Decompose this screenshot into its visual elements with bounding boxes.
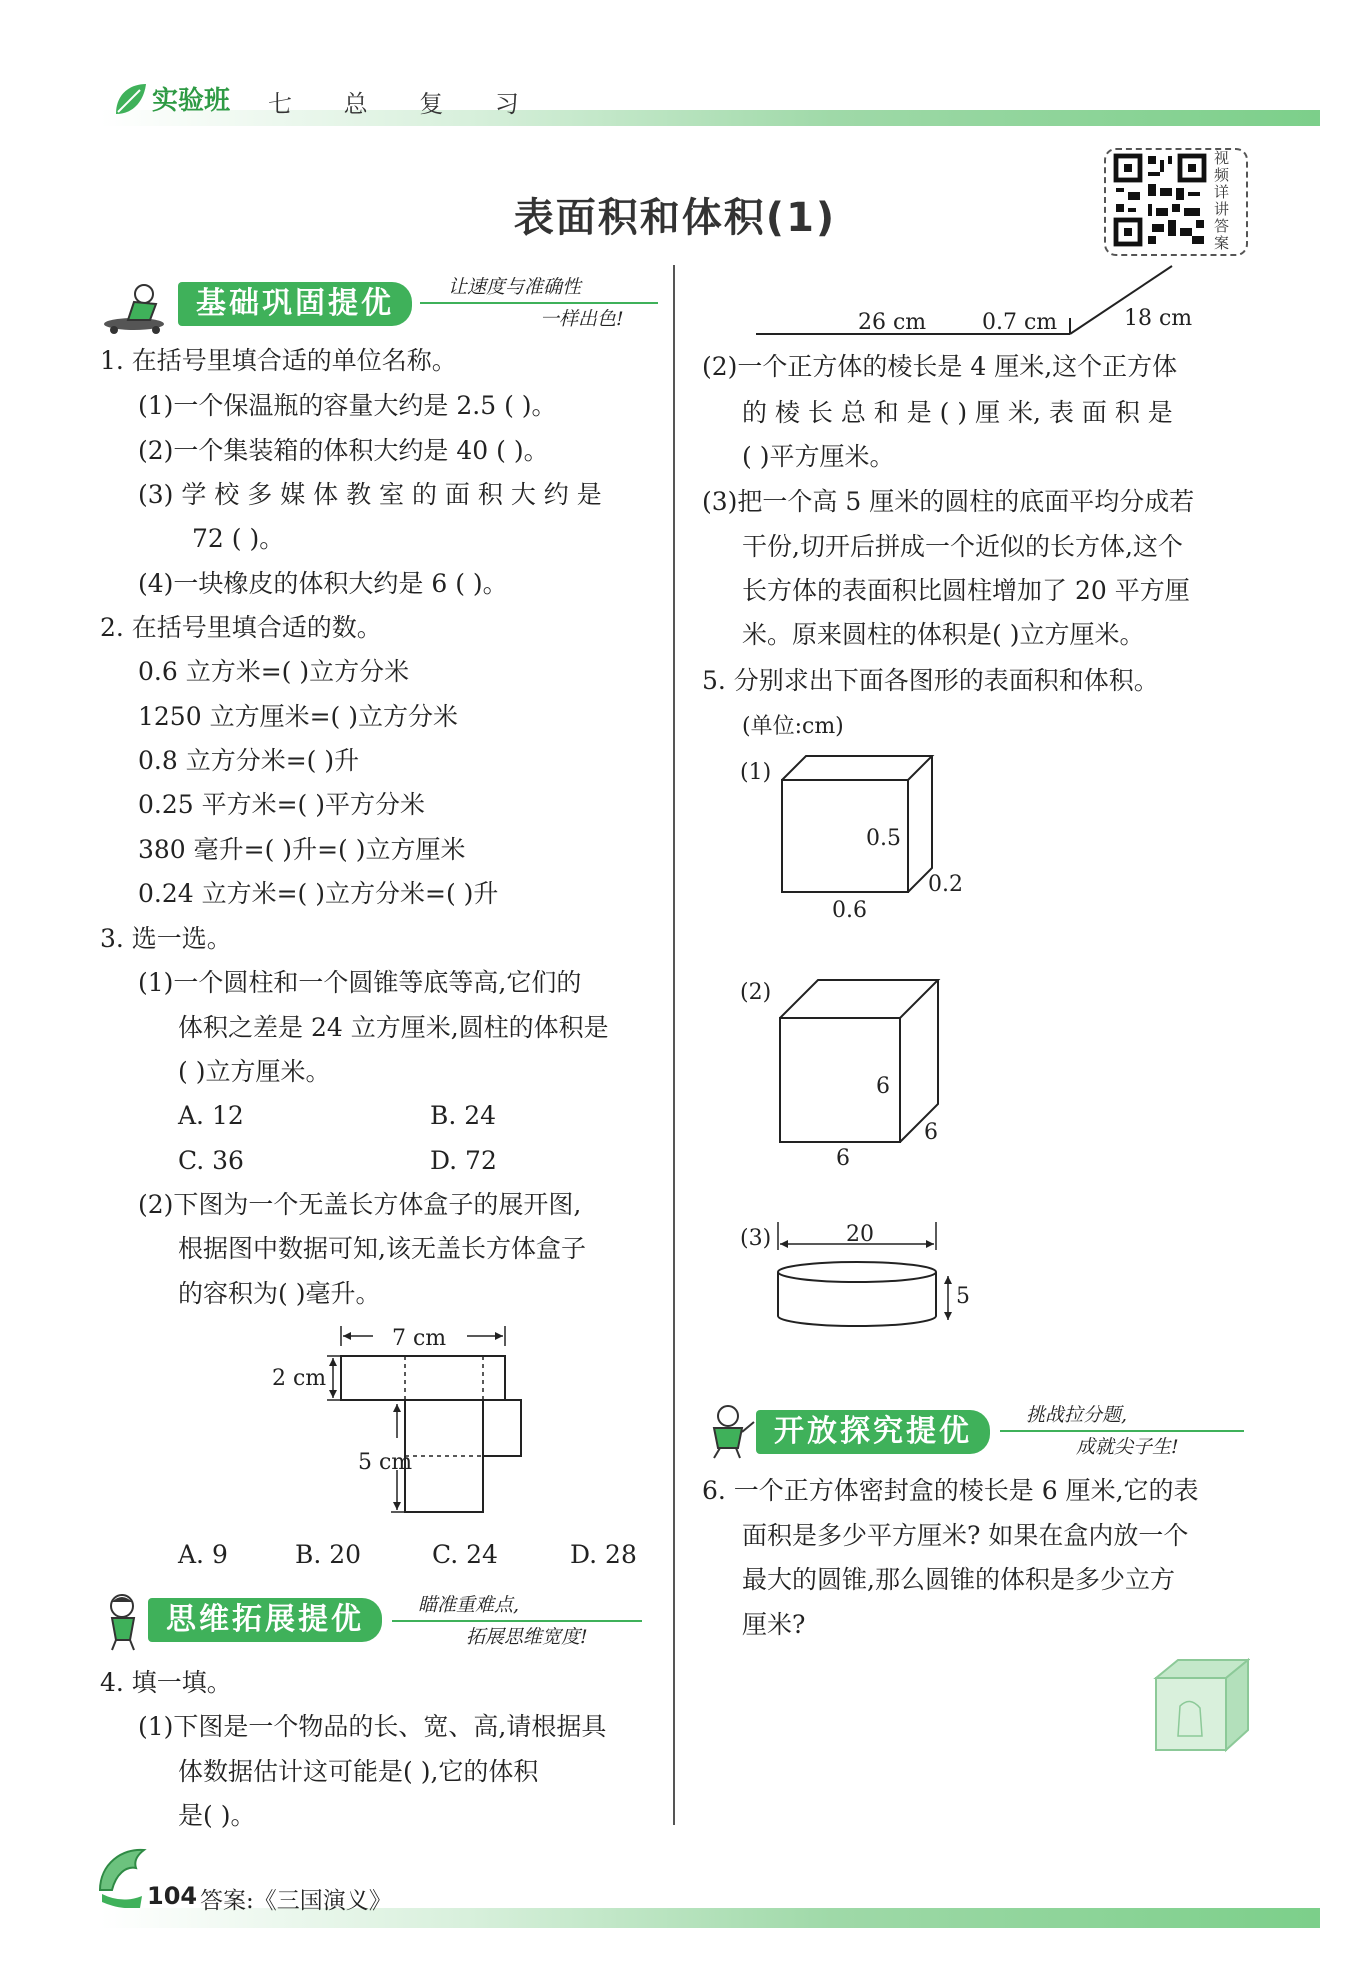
section-open-note-1: 挑战拉分题, [1026, 1404, 1128, 1426]
cylinder-figure-3 [774, 1220, 974, 1332]
q1-item-4: (4)一块橡皮的体积大约是 6 ( )。 [138, 569, 508, 598]
q2-item-6: 0.24 立方米=( )立方分米=( )升 [138, 879, 499, 908]
q3-p2-line-1: (2)下图为一个无盖长方体盒子的展开图, [138, 1190, 582, 1219]
section-thinking-title: 思维拓展提优 [148, 1598, 382, 1642]
fig3-diameter: 20 [846, 1222, 874, 1247]
section-thinking-line [392, 1620, 642, 1622]
dim-length: 26 cm [858, 310, 927, 335]
section-basic-note-2: 一样出色! [540, 308, 624, 330]
explorer-kid-icon [700, 1402, 756, 1460]
q2-item-1: 0.6 立方米=( )立方分米 [138, 657, 410, 686]
thinking-kid-icon [98, 1592, 148, 1652]
dim-thickness: 0.7 cm [982, 310, 1058, 335]
q3-p2-line-3: 的容积为( )毫升。 [178, 1279, 381, 1308]
fig3-label: (3) [740, 1226, 772, 1251]
q3-p1-option-b: B. 24 [430, 1101, 497, 1130]
q5-unit: (单位:cm) [742, 714, 844, 739]
chapter-label: 七 总 复 习 [268, 90, 541, 118]
fig2-width: 6 [836, 1146, 850, 1171]
column-divider [673, 265, 675, 1825]
section-open-line [1000, 1430, 1244, 1432]
cube-figure-2 [776, 976, 948, 1148]
footer-answer: 答案:《三国演义》 [200, 1888, 392, 1914]
page-title: 表面积和体积(1) [513, 195, 837, 241]
q1-stem: 1. 在括号里填合适的单位名称。 [100, 346, 457, 375]
q2-item-3: 0.8 立方分米=( )升 [138, 746, 360, 775]
q3-stem: 3. 选一选。 [100, 924, 232, 953]
section-open-note-2: 成就尖子生! [1076, 1436, 1179, 1458]
q4-p1-line-2: 体数据估计这可能是( ),它的体积 [178, 1757, 539, 1786]
q3-p1-line-3: ( )立方厘米。 [178, 1057, 331, 1086]
q6-line-3: 最大的圆锥,那么圆锥的体积是多少立方 [742, 1565, 1175, 1594]
fig1-label: (1) [740, 760, 772, 785]
section-thinking-note-1: 瞄准重难点, [418, 1594, 520, 1616]
q4-p3-line-3: 长方体的表面积比圆柱增加了 20 平方厘 [742, 576, 1190, 605]
fig3-height: 5 [956, 1284, 970, 1309]
section-basic-title: 基础巩固提优 [178, 282, 412, 326]
q6-line-1: 6. 一个正方体密封盒的棱长是 6 厘米,它的表 [702, 1476, 1199, 1505]
section-basic-line [420, 302, 658, 304]
dolphin-icon [92, 1840, 152, 1910]
dim-width: 18 cm [1124, 306, 1193, 331]
q3-p2-option-a: A. 9 [178, 1540, 228, 1569]
q3-p2-option-d: D. 28 [570, 1540, 637, 1569]
cuboid-figure-1 [778, 752, 950, 900]
q4-p2-line-2: 的 棱 长 总 和 是 ( ) 厘 米, 表 面 积 是 [742, 398, 1173, 427]
q5-stem: 5. 分别求出下面各图形的表面积和体积。 [702, 666, 1159, 695]
q4-p3-line-4: 米。原来圆柱的体积是( )立方厘米。 [742, 620, 1145, 649]
q3-p1-line-1: (1)一个圆柱和一个圆锥等底等高,它们的 [138, 968, 582, 997]
q2-item-2: 1250 立方厘米=( )立方分米 [138, 702, 458, 731]
fig1-width: 0.6 [832, 898, 867, 923]
net-label-top: 7 cm [392, 1326, 447, 1351]
q1-item-2: (2)一个集装箱的体积大约是 40 ( )。 [138, 436, 549, 465]
q4-p1-line-1: (1)下图是一个物品的长、宽、高,请根据具 [138, 1712, 607, 1741]
q1-item-1: (1)一个保温瓶的容量大约是 2.5 ( )。 [138, 391, 557, 420]
fig1-height: 0.5 [866, 826, 901, 851]
section-basic-note-1: 让速度与准确性 [448, 276, 582, 298]
q3-p2-option-c: C. 24 [432, 1540, 498, 1569]
q4-p2-line-1: (2)一个正方体的棱长是 4 厘米,这个正方体 [702, 352, 1178, 381]
q3-p2-option-b: B. 20 [295, 1540, 362, 1569]
q3-p1-line-2: 体积之差是 24 立方厘米,圆柱的体积是 [178, 1013, 609, 1042]
q3-p2-line-2: 根据图中数据可知,该无盖长方体盒子 [178, 1234, 586, 1263]
q2-item-5: 380 毫升=( )升=( )立方厘米 [138, 835, 466, 864]
q3-p1-option-c: C. 36 [178, 1146, 244, 1175]
qr-label: 视频详讲答案 [1214, 149, 1230, 252]
q3-p1-option-a: A. 12 [178, 1101, 244, 1130]
q4-p3-line-1: (3)把一个高 5 厘米的圆柱的底面平均分成若 [702, 487, 1195, 516]
q4-stem: 4. 填一填。 [100, 1668, 232, 1697]
q3-p1-option-d: D. 72 [430, 1146, 497, 1175]
net-label-mid: 5 cm [358, 1450, 413, 1475]
net-label-left: 2 cm [272, 1366, 327, 1391]
section-open-title: 开放探究提优 [756, 1410, 990, 1454]
qr-code-icon[interactable] [1112, 152, 1208, 248]
q2-stem: 2. 在括号里填合适的数。 [100, 613, 382, 642]
fig2-label: (2) [740, 980, 772, 1005]
fig2-depth: 6 [924, 1120, 938, 1145]
fig1-depth: 0.2 [928, 872, 963, 897]
q1-item-3: (3) 学 校 多 媒 体 教 室 的 面 积 大 约 是 [138, 480, 602, 509]
q4-p1-line-3: 是( )。 [178, 1801, 256, 1830]
brand-name: 实验班 [152, 86, 231, 116]
q1-item-3b: 72 ( )。 [192, 524, 285, 553]
q4-p2-line-3: ( )平方厘米。 [742, 442, 895, 471]
leaf-logo-icon [110, 80, 150, 120]
fig2-height: 6 [876, 1074, 890, 1099]
page-number: 104 [147, 1882, 198, 1910]
translucent-box-icon [1150, 1656, 1250, 1756]
q6-line-2: 面积是多少平方厘米? 如果在盒内放一个 [742, 1521, 1189, 1550]
section-thinking-note-2: 拓展思维宽度! [466, 1626, 588, 1648]
skateboard-kid-icon [100, 280, 176, 336]
q2-item-4: 0.25 平方米=( )平方分米 [138, 790, 426, 819]
q6-line-4: 厘米? [742, 1610, 806, 1639]
q4-p3-line-2: 干份,切开后拼成一个近似的长方体,这个 [742, 532, 1183, 561]
